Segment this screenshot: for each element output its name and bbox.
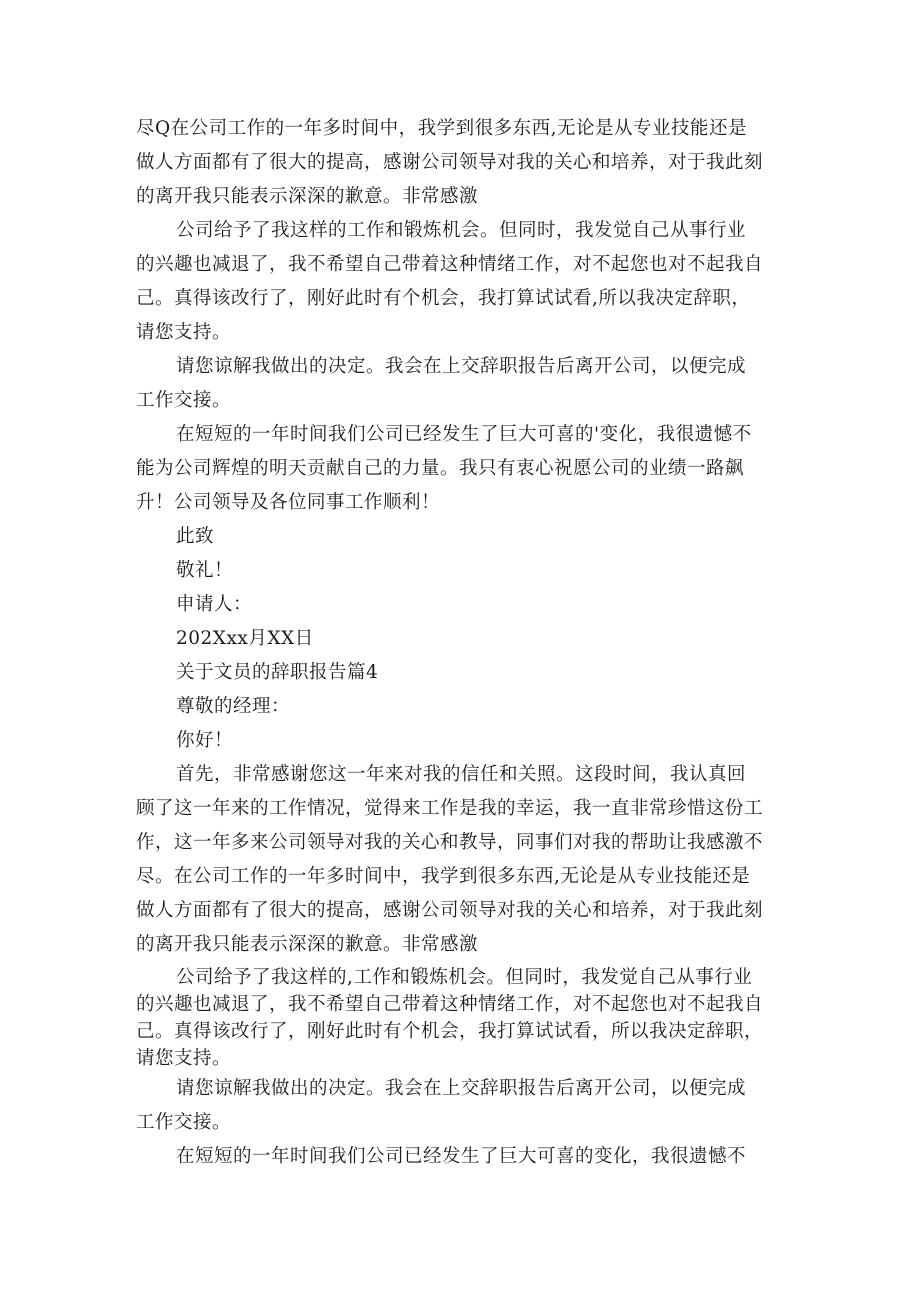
document-body — [136, 112, 796, 1174]
text-line: 工作交接。 — [136, 390, 232, 411]
text-line: 的兴趣也减退了，我不希望自己带着这种情绪工作，对不起您也对不起我自 — [136, 994, 764, 1015]
text-line: 请您支持。 — [136, 322, 232, 343]
paragraph — [136, 214, 796, 350]
text-line: 能为公司辉煌的明天贡献自己的力量。我只有衷心祝愿公司的业绩一路飙 — [136, 458, 745, 479]
text-line: 尽。在公司工作的一年多时间中，我学到很多东西,无论是从专业技能还是 — [136, 866, 751, 887]
salutation-line: 敬礼！ — [176, 560, 234, 581]
paragraph — [136, 418, 796, 520]
paragraph — [136, 112, 796, 214]
greeting-line: 尊敬的经理： — [176, 696, 291, 717]
text-line: 的兴趣也减退了，我不希望自己带着这种情绪工作，对不起您也对不起我自 — [136, 254, 764, 275]
text-line: 公司给予了我这样的工作和锻炼机会。但同时，我发觉自己从事行业 — [176, 220, 747, 241]
text-line: 公司给予了我这样的,工作和锻炼机会。但同时，我发觉自己从事行业 — [176, 967, 753, 988]
text-line: 己。真得该改行了，刚好此时有个机会，我打算试试看，所以我决定辞职， — [136, 1021, 764, 1042]
date-line: 202Xxx月XX日 — [176, 628, 314, 649]
text-line: 己。真得该改行了，刚好此时有个机会，我打算试试看,所以我决定辞职， — [136, 288, 751, 309]
closing-line: 此致 — [176, 526, 215, 547]
text-line: 请您谅解我做出的决定。我会在上交辞职报告后离开公司，以便完成 — [176, 1078, 747, 1099]
text-line: 首先，非常感谢您这一年来对我的信任和关照。这段时间，我认真回 — [176, 764, 747, 785]
text-line: 在短短的一年时间我们公司已经发生了巨大可喜的变化，我很遗憾不 — [176, 1146, 747, 1167]
paragraph — [136, 1140, 796, 1174]
text-line: 升！公司领导及各位同事工作顺利！ — [136, 492, 441, 513]
text-line: 请您谅解我做出的决定。我会在上交辞职报告后离开公司，以便完成 — [176, 356, 747, 377]
section-heading: 关于文员的辞职报告篇4 — [176, 662, 379, 683]
paragraph — [136, 964, 796, 1072]
text-line: 工作交接。 — [136, 1112, 232, 1133]
text-line: 的离开我只能表示深深的歉意。非常感激 — [136, 934, 479, 955]
text-line: 请您支持。 — [136, 1048, 232, 1069]
text-line: 做人方面都有了很大的提高，感谢公司领导对我的关心和培养，对于我此刻 — [136, 900, 764, 921]
text-line: 在短短的一年时间我们公司已经发生了巨大可喜的'变化，我很遗憾不 — [176, 424, 752, 445]
paragraph — [136, 1072, 796, 1140]
text-line: 的离开我只能表示深深的歉意。非常感激 — [136, 186, 479, 207]
text-line: 做人方面都有了很大的提高，感谢公司领导对我的关心和培养，对于我此刻 — [136, 152, 764, 173]
text-line: 顾了这一年来的工作情况，觉得来工作是我的幸运，我一直非常珍惜这份工 — [136, 798, 764, 819]
applicant-label: 申请人： — [176, 594, 253, 615]
paragraph — [136, 350, 796, 418]
greeting-line: 你好！ — [176, 730, 234, 751]
paragraph — [136, 758, 796, 962]
text-line: 尽Q在公司工作的一年多时间中，我学到很多东西,无论是从专业技能还是 — [136, 118, 748, 139]
text-line: 作，这一年多来公司领导对我的关心和教导，同事们对我的帮助让我感激不 — [136, 832, 764, 853]
